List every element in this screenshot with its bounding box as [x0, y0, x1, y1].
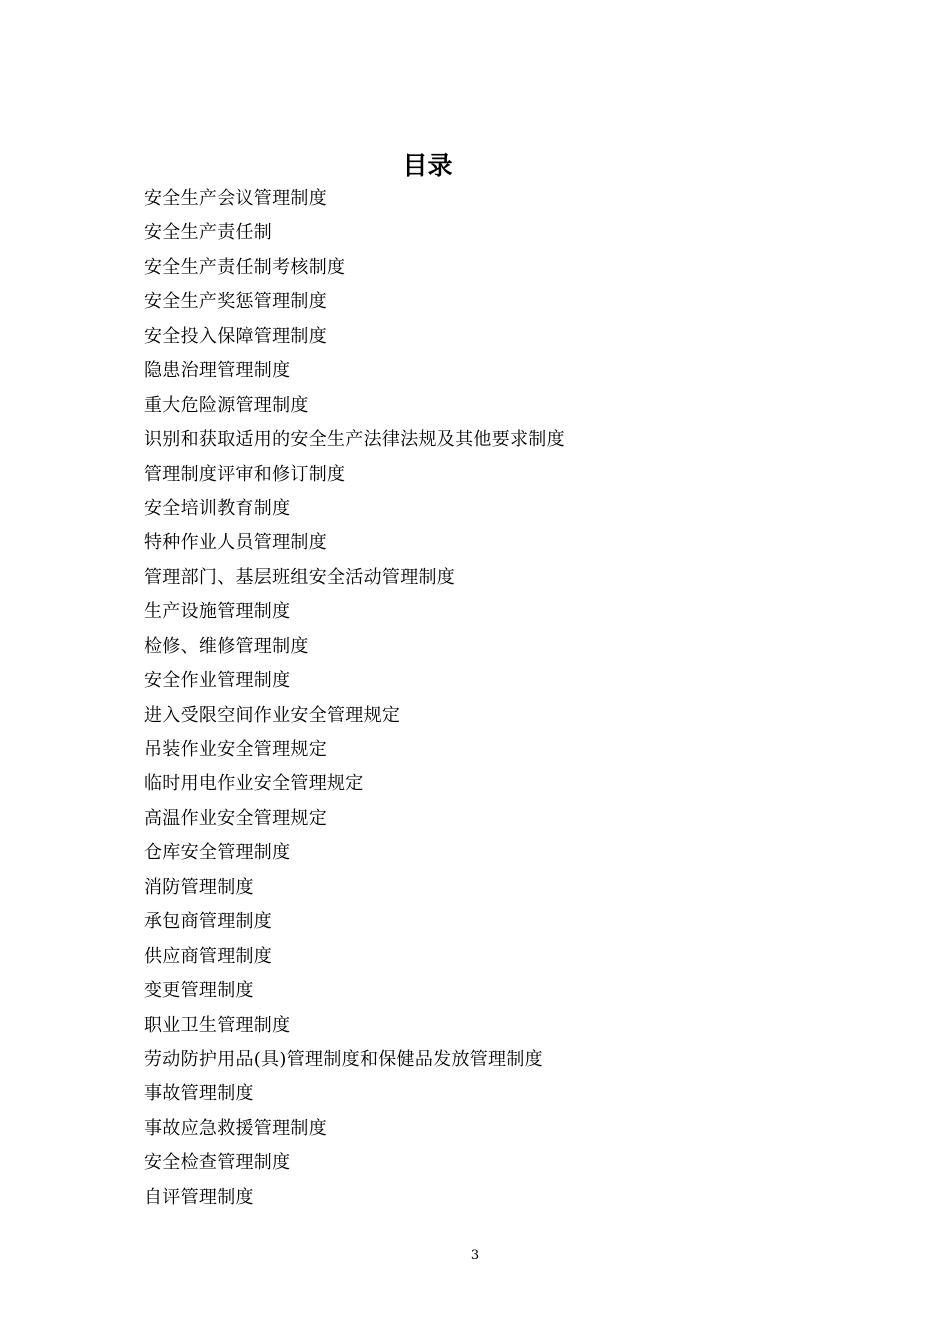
toc-item: 自评管理制度	[144, 1186, 254, 1208]
toc-item: 供应商管理制度	[144, 945, 273, 967]
toc-item: 重大危险源管理制度	[144, 394, 309, 416]
toc-item: 安全生产会议管理制度	[144, 188, 327, 209]
toc-item: 安全生产责任制考核制度	[144, 256, 346, 278]
toc-item: 安全检查管理制度	[144, 1152, 291, 1174]
toc-item: 识别和获取适用的安全生产法律法规及其他要求制度	[144, 429, 565, 451]
toc-item: 安全投入保障管理制度	[144, 325, 327, 347]
toc-item: 临时用电作业安全管理规定	[144, 773, 364, 795]
toc-item: 安全培训教育制度	[144, 497, 291, 519]
toc-item: 高温作业安全管理规定	[144, 807, 327, 829]
toc-item: 变更管理制度	[144, 980, 254, 1002]
toc-item: 管理部门、基层班组安全活动管理制度	[144, 566, 456, 588]
toc-item: 进入受限空间作业安全管理规定	[144, 704, 401, 726]
toc-item: 事故应急救援管理制度	[144, 1117, 327, 1139]
toc-item: 仓库安全管理制度	[144, 842, 291, 864]
toc-item: 特种作业人员管理制度	[144, 532, 327, 554]
toc-item: 隐患治理管理制度	[144, 360, 291, 382]
toc-item: 安全生产奖惩管理制度	[144, 291, 327, 313]
toc-item: 职业卫生管理制度	[144, 1014, 291, 1036]
page-title: 目录	[402, 150, 453, 180]
toc-item: 消防管理制度	[144, 876, 254, 898]
table-of-contents	[144, 182, 565, 1215]
toc-item: 检修、维修管理制度	[144, 635, 309, 657]
page-number: 3	[470, 1248, 480, 1263]
toc-item: 安全作业管理制度	[144, 670, 291, 692]
toc-item: 管理制度评审和修订制度	[144, 463, 346, 485]
toc-item: 事故管理制度	[144, 1083, 254, 1105]
toc-item: 安全生产责任制	[144, 222, 273, 244]
toc-item: 生产设施管理制度	[144, 601, 291, 623]
toc-item: 劳动防护用品(具)管理制度和保健品发放管理制度	[144, 1048, 543, 1070]
toc-item: 吊装作业安全管理规定	[144, 739, 327, 760]
toc-item: 承包商管理制度	[144, 911, 273, 933]
